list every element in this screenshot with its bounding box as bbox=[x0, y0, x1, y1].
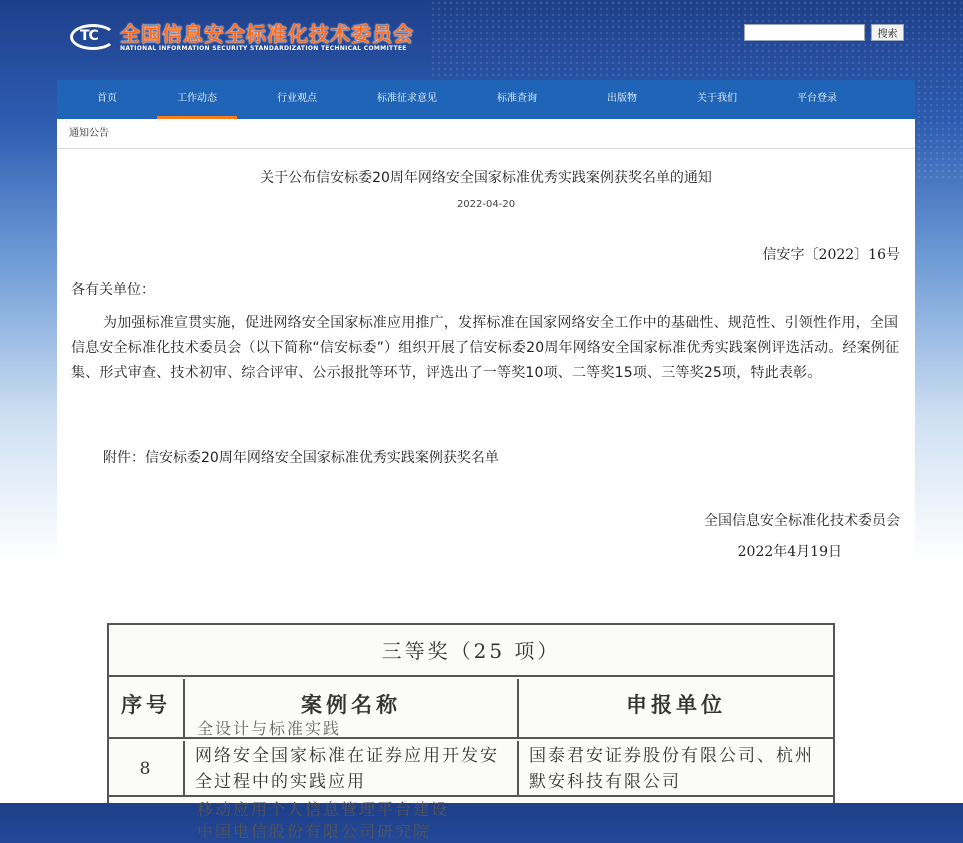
scan-band-title: 三等奖（25 项） bbox=[109, 625, 833, 677]
nav-item-standard-comments[interactable]: 标准征求意见 bbox=[377, 93, 437, 104]
scan-row-case-name: 网络安全国家标准在证券应用开发安全过程中的实践应用 bbox=[185, 741, 519, 797]
main-nav bbox=[57, 80, 915, 119]
scan-next-org: 中国电信股份有限公司研究院 bbox=[197, 822, 432, 841]
tc-logo-icon: TC bbox=[70, 22, 118, 52]
scan-header-org: 申报单位 bbox=[626, 692, 726, 717]
scan-row-number: 8 bbox=[109, 741, 185, 797]
nav-item-platform-login[interactable]: 平台登录 bbox=[797, 93, 837, 104]
search-input[interactable] bbox=[744, 24, 865, 41]
award-list-scan-image bbox=[107, 623, 835, 841]
scan-cut-text: 全设计与标准实践 bbox=[197, 719, 342, 738]
breadcrumb-notice[interactable]: 通知公告 bbox=[69, 128, 109, 139]
nav-item-work-news[interactable]: 工作动态 bbox=[157, 80, 237, 119]
scan-next-row-cut bbox=[187, 799, 833, 841]
signature-date: 2022年4月19日 bbox=[737, 544, 842, 560]
article-title: 关于公布信安标委20周年网络安全国家标准优秀实践案例获奖名单的通知 bbox=[260, 170, 712, 186]
scan-next-name: 移动应用个人信息管理平台建设 bbox=[197, 800, 450, 819]
nav-item-industry-views[interactable]: 行业观点 bbox=[277, 93, 317, 104]
logo-text bbox=[120, 23, 414, 52]
logo-chinese-name: 全国信息安全标准化技术委员会 bbox=[120, 21, 414, 46]
search-button[interactable]: 搜索 bbox=[871, 24, 904, 41]
scan-row-org: 国泰君安证券股份有限公司、杭州默安科技有限公司 bbox=[529, 746, 814, 792]
article-body: 为加强标准宣贯实施，促进网络安全国家标准应用推广，发挥标准在国家网络安全工作中的基础性、规范性、引领性作用，全国信息安全标准化技术委员会（以下简称“信安标委”）组织开展了信安标委20周年网络安全国家标准优秀实践案例评选活动。经案例征集、形式审查、技术初审、综合评审、公示报批等环节，评选出了一等奖10项、二等奖15项、三等奖25项，特此表彰。 bbox=[71, 315, 900, 381]
site-header bbox=[0, 0, 963, 80]
table-row bbox=[109, 741, 833, 797]
signature-org: 全国信息安全标准化技术委员会 bbox=[704, 513, 900, 529]
article-date: 2022-04-20 bbox=[456, 199, 516, 210]
nav-item-about-us[interactable]: 关于我们 bbox=[697, 93, 737, 104]
logo-english-name: NATIONAL INFORMATION SECURITY STANDARDIZATION TECHNICAL COMMITTEE bbox=[120, 44, 407, 52]
document-number: 信安字〔2022〕16号 bbox=[762, 247, 900, 263]
nav-item-home[interactable]: 首页 bbox=[97, 93, 117, 104]
breadcrumb bbox=[57, 119, 915, 149]
search-box bbox=[744, 24, 904, 41]
salutation: 各有关单位： bbox=[71, 282, 155, 298]
nav-item-standard-query[interactable]: 标准查询 bbox=[497, 93, 537, 104]
site-logo[interactable] bbox=[70, 22, 414, 52]
nav-item-publications[interactable]: 出版物 bbox=[607, 93, 637, 104]
scan-header-case-name: 案例名称 bbox=[185, 679, 519, 739]
scan-header-number: 序号 bbox=[109, 679, 185, 739]
attachment-line: 附件：信安标委20周年网络安全国家标准优秀实践案例获奖名单 bbox=[103, 450, 499, 466]
